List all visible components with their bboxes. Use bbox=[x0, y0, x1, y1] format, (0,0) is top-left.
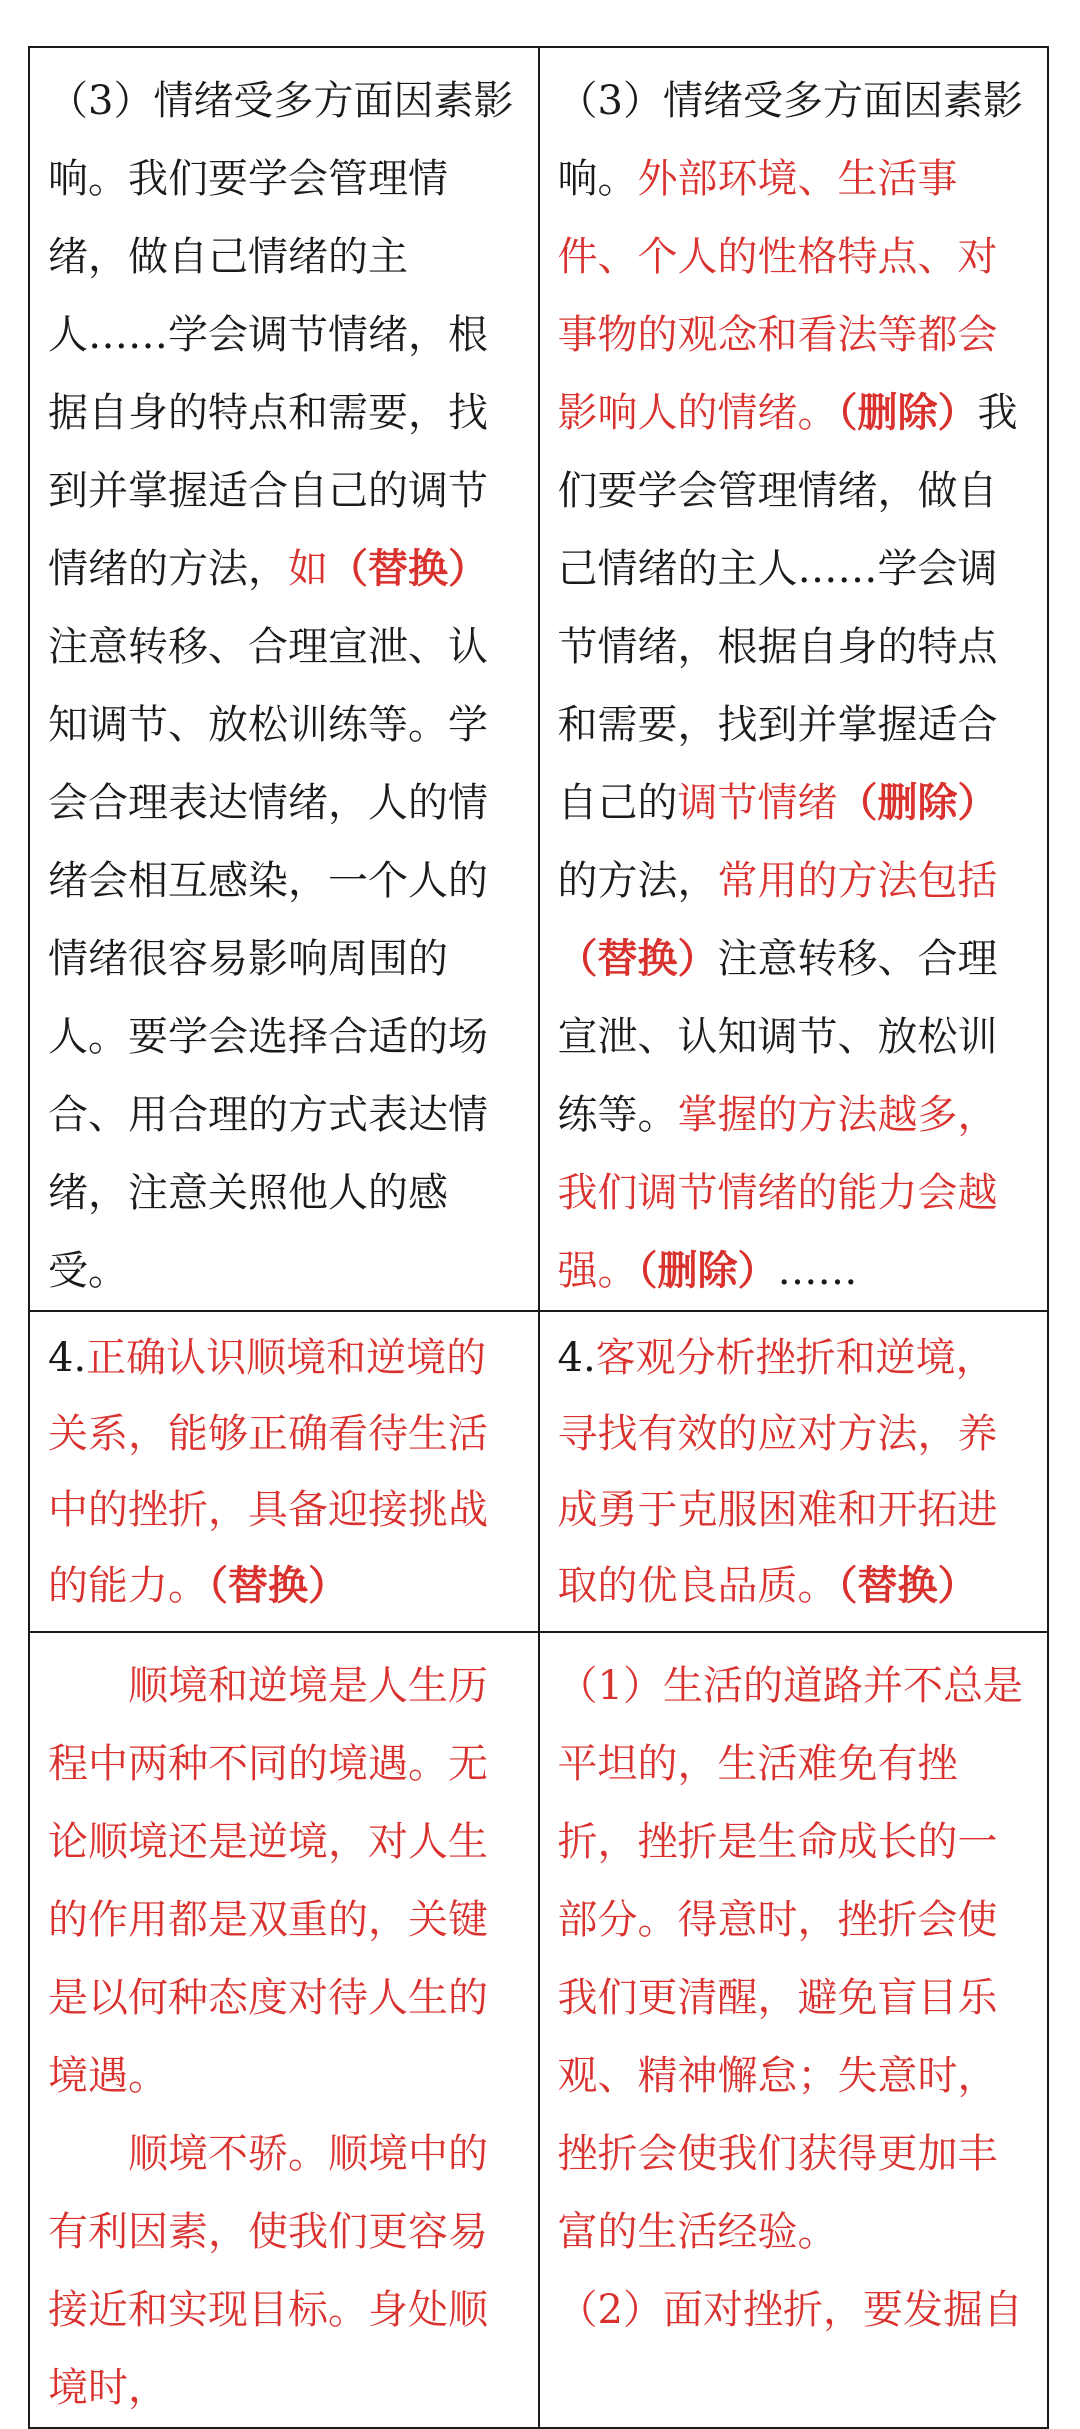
edit-tag: （删除） bbox=[837, 780, 998, 826]
highlighted-text: 客观分析挫折和逆境，寻找有效的应对方法，养成勇于克服困难和开拓进取的优良品质。 bbox=[557, 1335, 998, 1609]
paragraph: 顺境不骄。顺境中的有利因素，使我们更容易接近和实现目标。身处顺境时， bbox=[48, 2131, 488, 2411]
cell-new-adversity bbox=[539, 1632, 1049, 2428]
edit-tag: （替换） bbox=[557, 936, 718, 982]
highlighted-text: 调节情绪 bbox=[677, 780, 838, 826]
edit-tag: （替换） bbox=[208, 1563, 348, 1609]
body-text: …… bbox=[777, 1248, 858, 1294]
cell-old-emotion bbox=[29, 47, 539, 1311]
table-row bbox=[29, 1632, 1048, 2428]
paragraph: （1）生活的道路并不总是平坦的，生活难免有挫折，挫折是生命成长的一部分。得意时，挫折会使我们更清醒，避免盲目乐观、精神懈怠；失意时，挫折会使我们获得更加丰富的生活经验。 bbox=[557, 1663, 1023, 2255]
body-text: 4. bbox=[48, 1335, 87, 1381]
paragraph: （2）面对挫折，要发掘自 bbox=[557, 2287, 1023, 2333]
highlighted-text: 掌握的方法越多，我们调节情绪的能力会越强。 bbox=[557, 1092, 998, 1294]
paragraph bbox=[48, 62, 524, 1310]
highlighted-text: 常用的方法包括 bbox=[717, 858, 998, 904]
highlighted-text: 如 bbox=[288, 546, 328, 592]
body-text: 注意转移、合理宣泄、认知调节、放松训练等。 bbox=[557, 936, 998, 1138]
paragraph: 顺境和逆境是人生历程中两种不同的境遇。无论顺境还是逆境，对人生的作用都是双重的，关键是以何种态度对待人生的境遇。 bbox=[48, 1663, 488, 2099]
cell-old-heading-4 bbox=[29, 1311, 539, 1632]
cell-new-heading-4 bbox=[539, 1311, 1049, 1632]
edit-tag: （替换） bbox=[328, 546, 488, 592]
paragraph bbox=[558, 62, 1034, 1310]
body-text: 4. bbox=[557, 1335, 596, 1381]
cell-old-adversity bbox=[29, 1632, 539, 2428]
paragraph bbox=[558, 1320, 1034, 1624]
table-row bbox=[29, 1311, 1048, 1632]
edit-tag: （删除） bbox=[837, 390, 978, 436]
highlighted-text: 正确认识顺境和逆境的关系，能够正确看待生活中的挫折，具备迎接挑战的能力。 bbox=[48, 1335, 488, 1609]
edit-tag: （删除） bbox=[637, 1248, 778, 1294]
body-text: （3）情绪受多方面因素影响。 bbox=[557, 78, 1023, 202]
body-text: （3）情绪受多方面因素影响。我们要学会管理情绪，做自己情绪的主人……学会调节情绪，根据自身的特点和需要，找到并掌握适合自己的调节情绪的方法， bbox=[48, 78, 514, 592]
edit-tag: （替换） bbox=[837, 1563, 978, 1609]
body-text: 我们要学会管理情绪，做自己情绪的主人……学会调节情绪，根据自身的特点和需要，找到并掌握适合自己的 bbox=[557, 390, 1018, 826]
body-text: 的方法， bbox=[557, 858, 718, 904]
cell-new-emotion bbox=[539, 47, 1049, 1311]
comparison-table bbox=[28, 46, 1049, 2429]
highlighted-text: 外部环境、生活事件、个人的性格特点、对事物的观念和看法等都会影响人的情绪。 bbox=[557, 156, 998, 436]
paragraph bbox=[48, 1320, 524, 1624]
table-row bbox=[29, 47, 1048, 1311]
body-text: 注意转移、合理宣泄、认知调节、放松训练等。学会合理表达情绪，人的情绪会相互感染，一个人的情绪很容易影响周围的人。要学会选择合适的场合、用合理的方式表达情绪，注意关照他人的感受。 bbox=[48, 624, 488, 1294]
